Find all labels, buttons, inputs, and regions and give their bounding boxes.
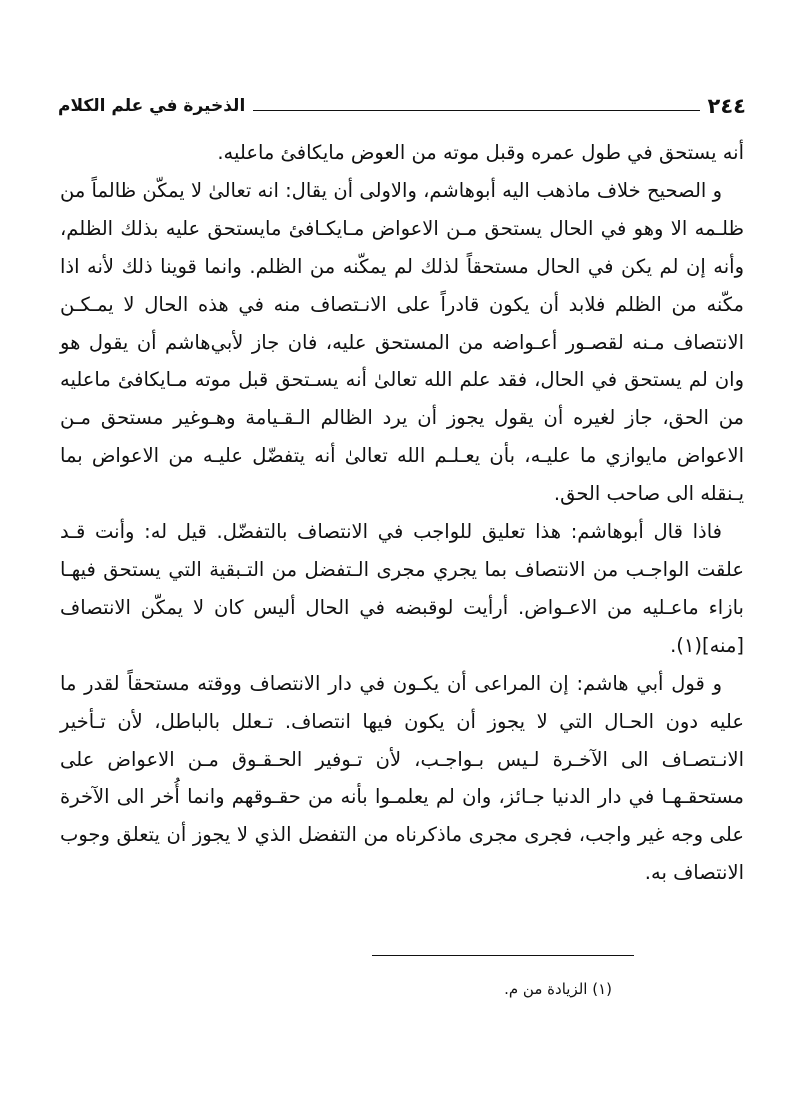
body-text — [60, 134, 744, 892]
paragraph-3: فاذا قال أبوهاشم: هذا تعليق للواجب في الانتصاف بالتفضّل. قيل له: وأنت قـد علقت الواجـب من الانتصاف بما يجري مجرى الـتفضل من التـبقية التي يستحق فيهـا بازاء ماعـليه من الاعـواض. أرأيت لوقبضه في الحال أليس كان لا يمكّن الانتصاف [منه](١). — [60, 520, 744, 657]
paragraph-4: و قول أبي هاشم: إن المراعى أن يكـون في دار الانتصاف ووقته مستحقاً لقدر ما عليه دون الحـال التي لا يجوز أن يكون فيها انتصاف. تـعلل بالباطل، لأن تـأخير الانـتصـاف الى الآخـرة لـيس بـواجـب، لأن تـوفير الحـقـوق مـن الاعواض على مستحقـهـا في دار الدنيا جـائز، وان لم يعلمـوا بأنه من حقـوقهم وانما أُخر الى الآخرة على وجه غير واجب، فجرى مجرى ماذكرناه من التفضل الذي لا يجوز أن يتعلق وجوب الانتصاف به. — [60, 671, 744, 884]
running-header — [58, 88, 746, 118]
paragraph-2: و الصحيح خلاف ماذهب اليه أبوهاشم، والاولى أن يقال: انه تعالىٰ لا يمكّن ظالماً من ظلـمه الا وهو في الحال يستحق مـن الاعواض مـايكـافئ مايستحق عليه بذلك الظلم، وأنه إن لم يكن في الحال مستحقاً لذلك لم يمكّنه من الظلم. وانما قوينا ذلك لأنه اذا مكّنه من الظلم فلابد أن يكون قادراً على الانـتصاف منه في هذه الحال لا يمـكـن الانتصاف مـنه لقصـور أعـواضه من المستحق عليه، فان جاز لأبي‌هاشم أن يقول هو وان لم يستحق في الحال، فقد علم الله تعالىٰ أنه يسـتحق قبل موته مـايكافئ ماعليه من الحق، جاز لغيره أن يقول يجوز أن يرد الظالم الـقـيامة وهـوغير مستحق مـن الاعواض مايوازي ما عليـه، بأن يعـلـم الله تعالىٰ أنه يتفضّل عليـه من الاعواض بما يـنقله الى صاحب الحق. — [60, 179, 744, 505]
header-rule — [253, 110, 699, 111]
paragraph-1: أنه يستحق في طول عمره وقبل موته من العوض مايكافئ ماعليه. — [217, 141, 744, 164]
footnote-rule — [372, 955, 634, 956]
page-number: ٢٤٤ — [707, 94, 746, 118]
book-title: الذخيرة في علم الكلام — [58, 96, 246, 116]
footnote: (١) الزيادة من م. — [504, 980, 612, 998]
